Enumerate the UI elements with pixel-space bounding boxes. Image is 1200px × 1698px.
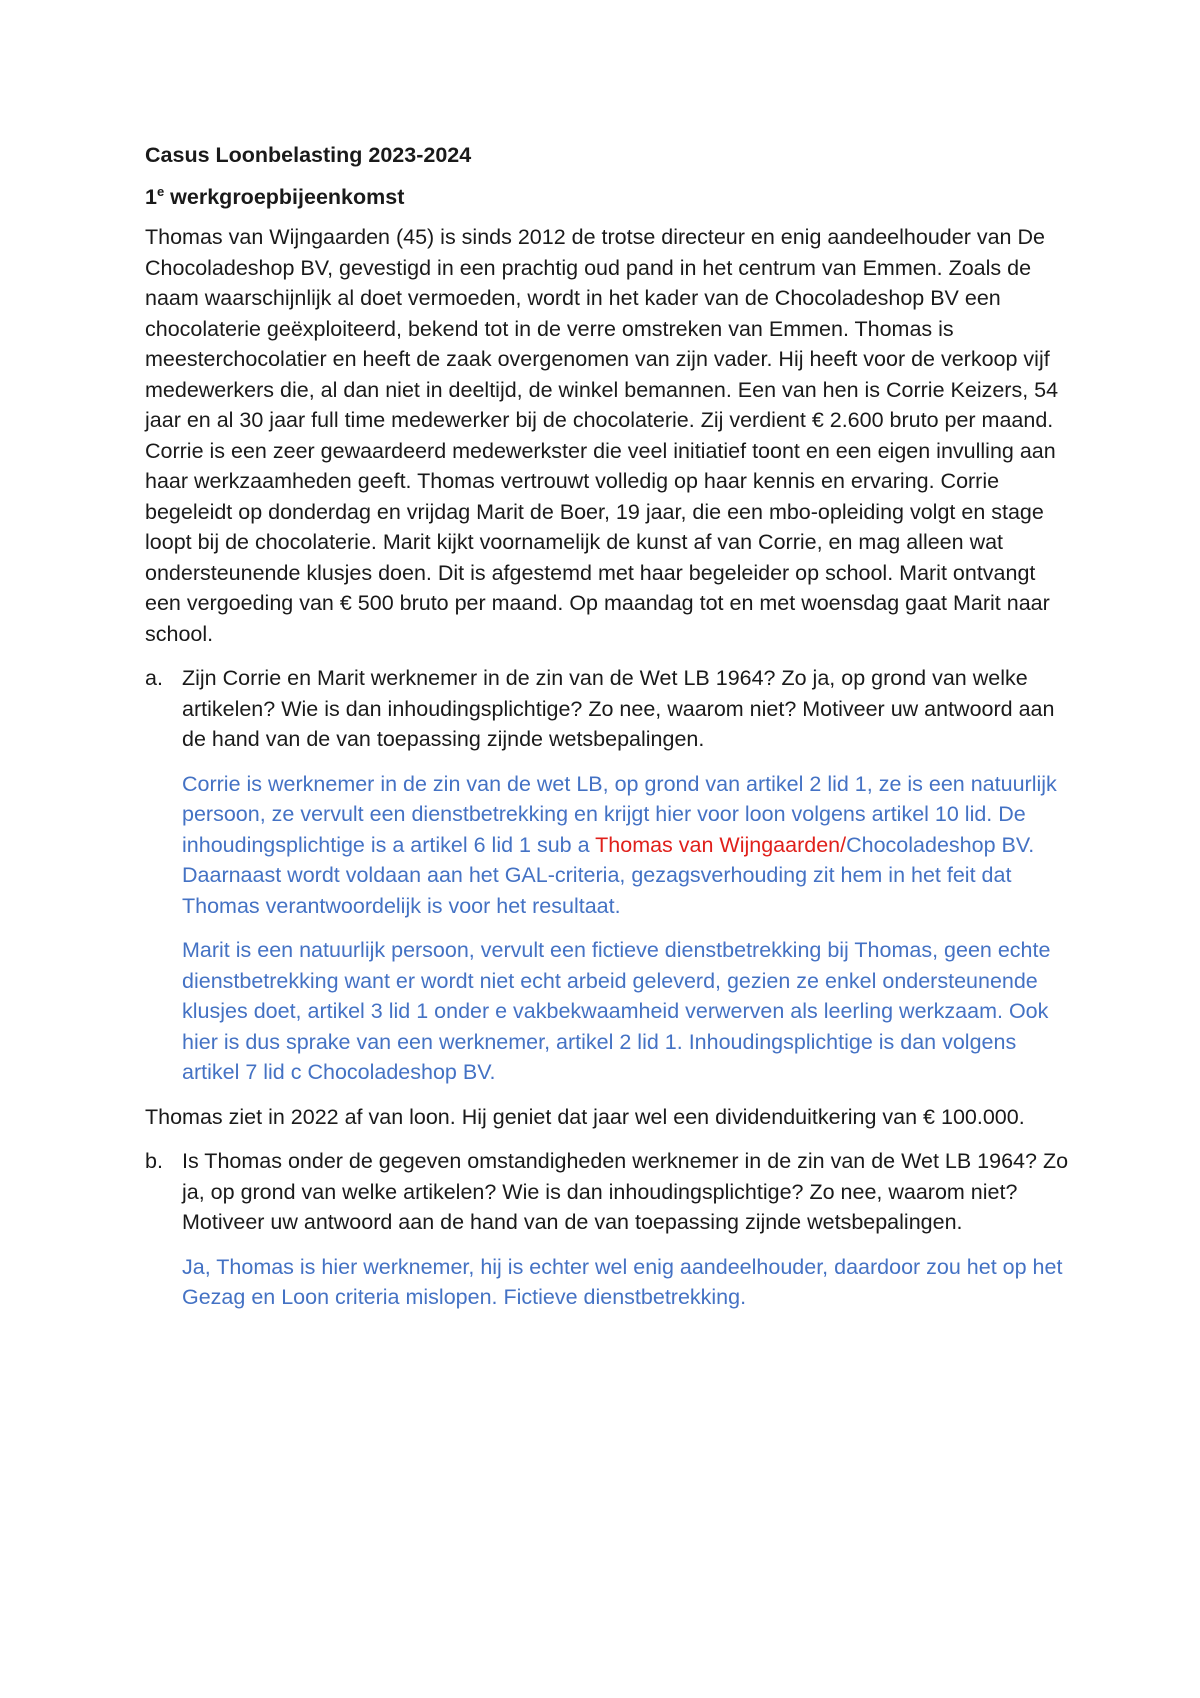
question-a <box>145 663 1075 755</box>
section-heading-text: werkgroepbijeenkomst <box>164 185 405 209</box>
answer-a-marit: Marit is een natuurlijk persoon, vervult een fictieve dienstbetrekking bij Thomas, geen echte dienstbetrekking want er wordt niet echt arbeid geleverd, gezien ze enkel ondersteunende klusjes doet, artikel 3 lid 1 onder e vakbekwaamheid verwerven als leerling werkzaam. Ook hier is dus sprake van een werknemer, artikel 2 lid 1. Inhoudingsplichtige is dan volgens artikel 7 lid c Chocoladeshop BV. <box>182 938 1051 1084</box>
case-intro-paragraph: Thomas van Wijngaarden (45) is sinds 2012 de trotse directeur en enig aandeelhouder van De Chocoladeshop BV, gevestigd in een prachtig oud pand in het centrum van Emmen. Zoals de naam waarschijnlijk al doet vermoeden, wordt in het kader van de Chocoladeshop BV een chocolaterie geëxploiteerd, bekend tot in de verre omstreken van Emmen. Thomas is meesterchocolatier en heeft de zaak overgenomen van zijn vader. Hij heeft voor de verkoop vijf medewerkers die, al dan niet in deeltijd, de winkel bemannen. Een van hen is Corrie Keizers, 54 jaar en al 30 jaar full time medewerker bij de chocolaterie. Zij verdient € 2.600 bruto per maand. Corrie is een zeer gewaardeerd medewerkster die veel initiatief toont en een eigen invulling aan haar werkzaamheden geeft. Thomas vertrouwt volledig op haar kennis en ervaring. Corrie begeleidt op donderdag en vrijdag Marit de Boer, 19 jaar, die een mbo-opleiding volgt en stage loopt bij de chocolaterie. Marit kijkt voornamelijk de kunst af van Corrie, en mag alleen wat ondersteunende klusjes doen. Dit is afgestemd met haar begeleider op school. Marit ontvangt een vergoeding van € 500 bruto per maand. Op maandag tot en met woensdag gaat Marit naar school. <box>145 225 1059 646</box>
answer-a-corrie-part1: Corrie is werknemer in de zin van de wet LB, op grond van artikel 2 lid 1, ze is een natuurlijk persoon, ze vervult een dienstbetrekking en krijgt hier voor loon volgens artikel 10 lid. De inhoudingsplichtige is a artikel 6 lid 1 sub a <box>182 771 1057 857</box>
section-number-suffix: e <box>156 184 165 199</box>
section-number: 1 <box>145 185 157 209</box>
question-b-text: Is Thomas onder de gegeven omstandigheden werknemer in de zin van de Wet LB 1964? Zo ja, op grond van welke artikelen? Wie is dan inhoudingsplichtige? Zo nee, waarom niet? Motiveer uw antwoord aan de hand van de van toepassing zijnde wetsbepalingen. <box>182 1149 1069 1234</box>
answer-a-corrie <box>182 769 1075 922</box>
paragraph-2022: Thomas ziet in 2022 af van loon. Hij geniet dat jaar wel een dividenduitkering van € 100.000. <box>145 1104 1025 1129</box>
document-title: Casus Loonbelasting 2023-2024 <box>145 143 472 167</box>
answer-b: Ja, Thomas is hier werknemer, hij is echter wel enig aandeelhouder, daardoor zou het op het Gezag en Loon criteria mislopen. Fictieve dienstbetrekking. <box>182 1254 1063 1309</box>
answer-a-corrie-part2: Chocoladeshop BV. Daarnaast wordt voldaan aan het GAL-criteria, gezagsverhouding zit hem in het feit dat Thomas verantwoordelijk is voor het resultaat. <box>182 832 1035 918</box>
question-b-marker: b. <box>145 1149 163 1173</box>
question-a-marker: a. <box>145 666 163 690</box>
question-b <box>145 1146 1075 1238</box>
section-heading <box>145 182 1075 212</box>
document-content <box>145 140 1075 1327</box>
question-a-text: Zijn Corrie en Marit werknemer in de zin van de Wet LB 1964? Zo ja, op grond van welke artikelen? Wie is dan inhoudingsplichtige? Zo nee, waarom niet? Motiveer uw antwoord aan de hand van de van toepassing zijnde wetsbepalingen. <box>182 666 1055 751</box>
answer-a-corrie-highlight: Thomas van Wijngaarden/ <box>595 832 847 857</box>
